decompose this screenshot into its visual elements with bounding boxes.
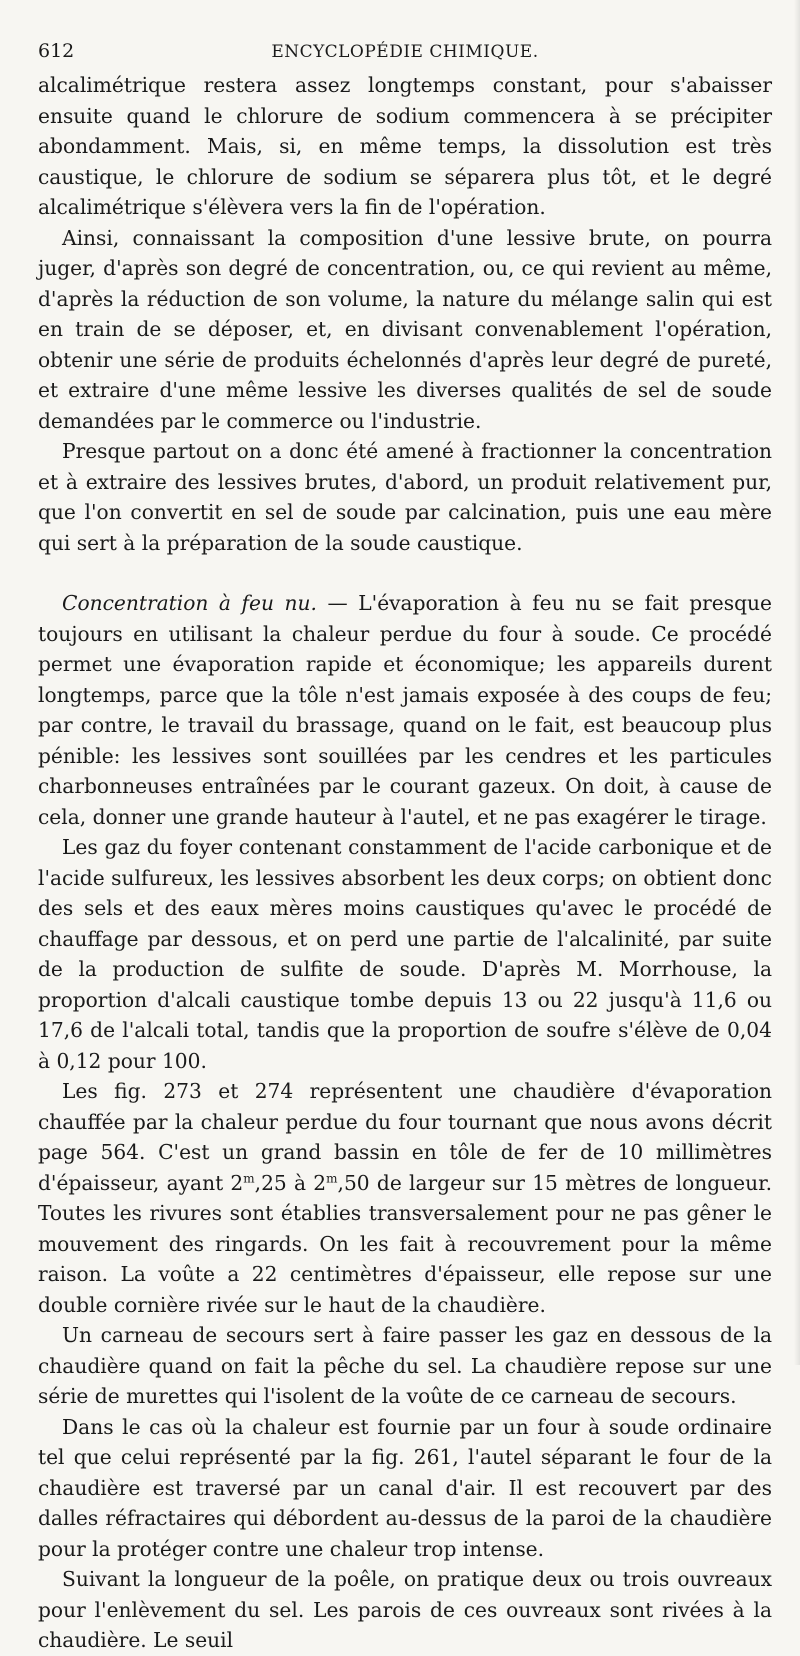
body-text	[38, 70, 772, 1656]
paragraph: Presque partout on a donc été amené à fractionner la concentration et à extraire des lessives brutes, d'abord, un produit relativement pur, que l'on convertit en sel de soude par calcination, puis une eau mère qui sert à la préparation de la soude caustique.	[38, 439, 772, 555]
fig-text-part: Les fig. 273 et 274 représentent une chaudière d'évaporation chauffée par la chaleur perdue du four tournant que nous avons décrit page 564. C'est un grand bassin en tôle de fer de 10 millimètres d'épaisseur, ayant 2	[38, 1079, 772, 1195]
fig-text-part: ,25 à 2	[254, 1170, 327, 1195]
paragraph: Un carneau de secours sert à faire passer les gaz en dessous de la chaudière quand on fait la pêche du sel. La chaudière repose sur une série de murettes qui l'isolent de la voûte de ce carneau de secours.	[38, 1323, 772, 1408]
paragraph-figures	[38, 1076, 772, 1320]
page-number: 612	[38, 40, 75, 62]
paragraph: Ainsi, connaissant la composition d'une lessive brute, on pourra juger, d'après son degré de concentration, ou, ce qui revient au même, d'après la réduction de son volume, la nature du mélange salin qui est en train de se déposer, et, en divisant convenablement l'opération, obtenir une série de produits échelonnés d'après leur degré de pureté, et extraire d'une même lessive les diverses qualités de sel de soude demandées par le commerce ou l'industrie.	[38, 225, 772, 433]
unit-superscript: m	[243, 1170, 255, 1185]
paragraph-continuation: alcalimétrique restera assez longtemps constant, pour s'abaisser ensuite quand le chlorure de sodium commencera à se précipiter abondamment. Mais, si, en même temps, la dissolution est très caustique, le chlorure de sodium se séparera plus tôt, et le degré alcalimétrique s'élèvera vers la fin de l'opération.	[38, 73, 772, 219]
page-header	[38, 40, 772, 70]
paragraph: Dans le cas où la chaleur est fournie par un four à soude ordinaire tel que celui représenté par la fig. 261, l'autel séparant le four de la chaudière est traversé par un canal d'air. Il est recouvert par des dalles réfractaires qui débordent au-dessus de la paroi de la chaudière pour la protéger contre une chaleur trop intense.	[38, 1414, 772, 1561]
page-edge-shadow	[794, 0, 800, 1365]
running-title: ENCYCLOPÉDIE CHIMIQUE.	[271, 42, 539, 62]
section-lead: L'évaporation à feu nu se fait presque toujours en utilisant la chaleur perdue du four à soude. Ce procédé permet une évaporation rapide et économique; les appareils durent longtemps, parce que la tôle n'est jamais exposée à des coups de feu; par contre, le travail du brassage, quand on le fait, est beaucoup plus pénible: les lessives sont souillées par les cendres et les particules charbonneuses entraînées par le courant gazeux. On doit, à cause de cela, donner une grande hauteur à l'autel, et ne pas exagérer le tirage.	[38, 591, 772, 829]
section-dash: —	[316, 591, 359, 615]
paragraph-last: Suivant la longueur de la poêle, on pratique deux ou trois ouvreaux pour l'enlèvement du sel. Les parois de ces ouvreaux sont rivées à la chaudière. Le seuil	[38, 1567, 772, 1652]
section-paragraph	[38, 588, 772, 832]
paragraph: Les gaz du foyer contenant constamment de l'acide carbonique et de l'acide sulfureux, les lessives absorbent les deux corps; on obtient donc des sels et des eaux mères moins caustiques qu'avec le procédé de chauffage par dessous, et on perd une partie de l'alcalinité, par suite de la production de sulfite de soude. D'après M. Morrhouse, la proportion d'alcali caustique tombe depuis 13 ou 22 jusqu'à 11,6 ou 17,6 de l'alcali total, tandis que la proportion de soufre s'élève de 0,04 à 0,12 pour 100.	[38, 835, 772, 1073]
fig-text-part: ,50 de largeur sur 15 mètres de longueur. Toutes les rivures sont établies transversalement pour ne pas gêner le mouvement des ringards. On les fait à recouvrement pour la même raison. La voûte a 22 centimètres d'épaisseur, elle repose sur une double cornière rivée sur le haut de la chaudière.	[38, 1170, 772, 1317]
section-title: Concentration à feu nu.	[62, 591, 317, 615]
unit-superscript: m	[326, 1170, 338, 1185]
